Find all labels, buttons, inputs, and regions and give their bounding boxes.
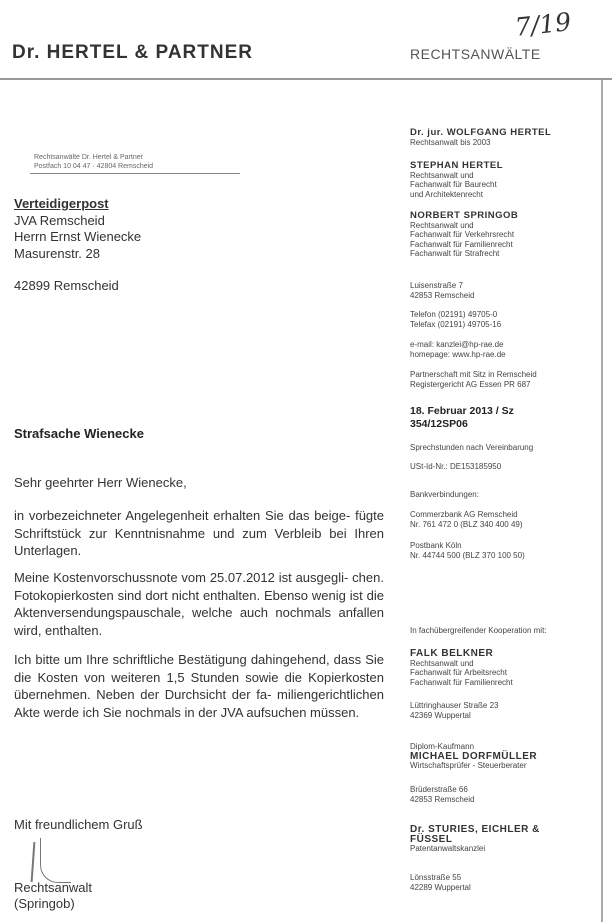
cooperation-heading: In fachübergreifender Kooperation mit: (410, 626, 547, 635)
email-link: e-mail: kanzlei@hp-rae.de (410, 340, 504, 349)
partner-3-name: NORBERT SPRINGOB (410, 210, 519, 221)
partner-2-role-1: Rechtsanwalt und (410, 170, 474, 180)
recipient-line-3: Masurenstr. 28 (14, 245, 100, 261)
signer-title: Rechtsanwalt (14, 880, 93, 895)
reference-number: 354/12SP06 (410, 418, 468, 430)
cooperation-partner-2 (410, 742, 537, 771)
body-paragraph-3: Ich bitte um Ihre schriftliche Bestätigung dahingehend, dass Sie die Kosten von weiteren 1,5 Stunden sowie die Kopierkosten übernehmen. Neben der Durchsicht der fa- miliengerichtlichen Akte werde ich Sie nochmals in der JVA aufsuchen müssen. (14, 652, 384, 720)
office-city: 42853 Remscheid (410, 290, 475, 300)
partner-3-role-2: Fachanwalt für Verkehrsrecht (410, 230, 515, 240)
phone-number: Telefon (02191) 49705-0 (410, 310, 498, 319)
web-contact (410, 340, 506, 359)
bank-2-name: Postbank Köln (410, 541, 462, 550)
cooperation-partner-1 (410, 649, 513, 687)
recipient-line-1: JVA Remscheid (14, 212, 105, 228)
bank-1-name: Commerzbank AG Remscheid (410, 510, 518, 519)
sender-line-2: Postfach 10 04 47 · 42804 Remscheid (34, 163, 154, 170)
coop-3-address (410, 873, 471, 892)
coop-1-role-2: Fachanwalt für Arbeitsrecht (410, 668, 507, 678)
firm-type: RECHTSANWÄLTE (410, 46, 541, 62)
recipient-label: Verteidigerpost (14, 196, 109, 211)
partnership-line-2: Registergericht AG Essen PR 687 (410, 379, 531, 389)
partner-3 (410, 211, 518, 259)
coop-1-address (410, 701, 499, 720)
coop-2-street: Brüderstraße 66 (410, 785, 468, 794)
coop-3-city: 42289 Wuppertal (410, 882, 471, 892)
page-edge-line (601, 80, 603, 922)
recipient-line-2: Herrn Ernst Wienecke (14, 229, 142, 244)
signer-name: (Springob) (14, 896, 75, 911)
coop-3-name-1: Dr. STURIES, EICHLER & (410, 824, 540, 835)
signature-curve (40, 838, 71, 883)
coop-2-name: MICHAEL DORFMÜLLER (410, 750, 538, 762)
sender-line-1: Rechtsanwälte Dr. Hertel & Partner (34, 154, 143, 161)
coop-2-role: Wirtschaftsprüfer - Steuerberater (410, 761, 527, 771)
partner-1 (410, 128, 551, 147)
letter-date-reference (410, 405, 514, 431)
partner-3-role-4: Fachanwalt für Strafrecht (410, 249, 500, 259)
partner-1-role: Rechtsanwalt bis 2003 (410, 137, 491, 147)
coop-1-role-3: Fachanwalt für Familienrecht (410, 677, 513, 687)
signer-block (14, 880, 384, 912)
bank-1-number: Nr. 761 472 0 (BLZ 340 400 49) (410, 519, 523, 529)
office-hours: Sprechstunden nach Vereinbarung (410, 443, 534, 452)
partnership-info (410, 370, 537, 389)
sender-rule (30, 173, 240, 174)
letter-subject: Strafsache Wienecke (14, 426, 144, 441)
coop-3-role: Patentanwaltskanzlei (410, 844, 486, 854)
handwritten-page-mark: 7/19 (513, 7, 573, 42)
signature-stroke (31, 842, 36, 882)
partner-2 (410, 161, 503, 199)
office-address (410, 281, 474, 300)
letter-date: 18. Februar 2013 / Sz (410, 405, 514, 417)
cooperation-partner-3 (410, 825, 540, 854)
partner-3-role-1: Rechtsanwalt und (410, 220, 474, 230)
recipient-city: 42899 Remscheid (14, 278, 119, 293)
recipient-address (14, 196, 141, 262)
bank-2-number: Nr. 44744 500 (BLZ 370 100 50) (410, 550, 525, 560)
coop-1-role-1: Rechtsanwalt und (410, 658, 474, 668)
salutation: Sehr geehrter Herr Wienecke, (14, 475, 187, 490)
coop-2-title: Diplom-Kaufmann (410, 742, 475, 751)
body-paragraph-1: in vorbezeichneter Angelegenheit erhalten Sie das beige- fügte Schriftstück zur Kenntnisnahme und zum Verbleib bei Ihren Unterlagen. (14, 508, 384, 558)
closing: Mit freundlichem Gruß (14, 817, 143, 832)
phone-fax (410, 310, 501, 329)
bank-1 (410, 510, 523, 529)
fax-number: Telefax (02191) 49705-16 (410, 319, 502, 329)
coop-1-city: 42369 Wuppertal (410, 710, 471, 720)
firm-name: Dr. HERTEL & PARTNER (12, 42, 253, 63)
header-divider (0, 78, 612, 80)
coop-2-address (410, 785, 474, 804)
coop-1-name: FALK BELKNER (410, 648, 494, 659)
partner-3-role-3: Fachanwalt für Familienrecht (410, 239, 513, 249)
homepage-link: homepage: www.hp-rae.de (410, 349, 506, 359)
coop-2-city: 42853 Remscheid (410, 794, 475, 804)
sender-return-address (34, 153, 153, 171)
office-street: Luisenstraße 7 (410, 281, 463, 290)
partner-2-role-3: und Architektenrecht (410, 189, 483, 199)
partner-1-name: Dr. jur. WOLFGANG HERTEL (410, 127, 552, 138)
coop-3-name-2: FÜSSEL (410, 833, 453, 845)
bank-2 (410, 541, 525, 560)
body-paragraph-2: Meine Kostenvorschussnote vom 25.07.2012 ist ausgegli- chen. Fotokopierkosten sind dort nicht enthalten. Ebenso wenig ist die Aktenversendungspauschale, welche auch nochmals anfallen wird, enthalten. (14, 570, 384, 638)
coop-3-street: Lönsstraße 55 (410, 873, 462, 882)
partner-2-name: STEPHAN HERTEL (410, 160, 504, 171)
partnership-line-1: Partnerschaft mit Sitz in Remscheid (410, 370, 537, 379)
bank-heading: Bankverbindungen: (410, 490, 479, 499)
vat-id: USt-Id-Nr.: DE153185950 (410, 462, 502, 471)
partner-2-role-2: Fachanwalt für Baurecht (410, 180, 497, 190)
coop-1-street: Lüttringhauser Straße 23 (410, 701, 499, 710)
